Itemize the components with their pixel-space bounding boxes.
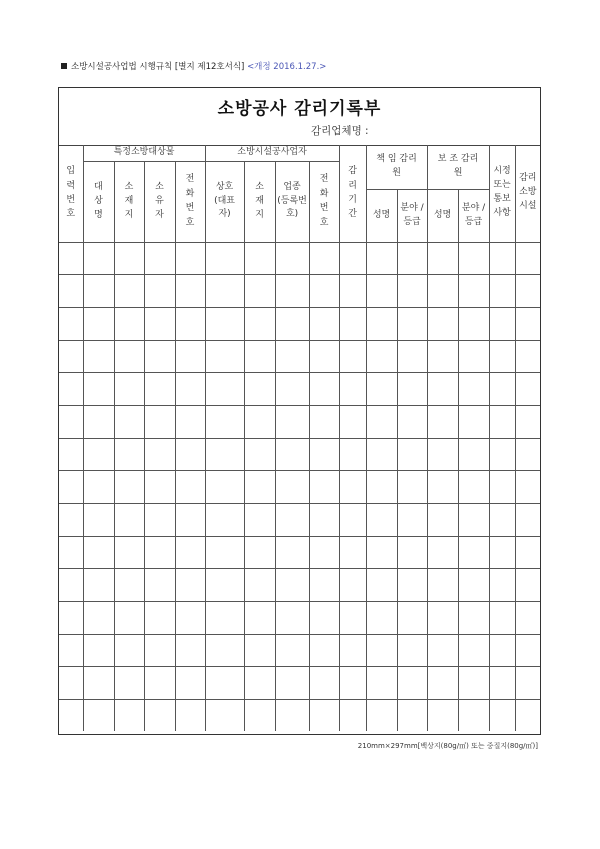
header-assistant-name: 성명 xyxy=(427,189,458,242)
table-cell[interactable] xyxy=(114,700,144,731)
table-cell[interactable] xyxy=(83,634,114,667)
table-cell[interactable] xyxy=(175,700,205,731)
table-cell[interactable] xyxy=(366,504,397,537)
table-cell[interactable] xyxy=(144,602,175,635)
table-cell[interactable] xyxy=(83,569,114,602)
table-cell[interactable] xyxy=(244,275,275,308)
header-contractor-location: 소재지 xyxy=(244,161,275,242)
table-cell[interactable] xyxy=(489,569,515,602)
table-cell[interactable] xyxy=(397,602,427,635)
table-row xyxy=(59,242,540,275)
table-cell[interactable] xyxy=(339,667,366,700)
table-cell[interactable] xyxy=(339,275,366,308)
table-row xyxy=(59,504,540,537)
table-cell[interactable] xyxy=(275,307,309,340)
table-cell[interactable] xyxy=(427,340,458,373)
table-cell[interactable] xyxy=(515,569,540,602)
table-cell[interactable] xyxy=(59,373,83,406)
table-cell[interactable] xyxy=(205,373,244,406)
table-cell[interactable] xyxy=(59,569,83,602)
table-cell[interactable] xyxy=(59,405,83,438)
table-cell[interactable] xyxy=(427,634,458,667)
table-row xyxy=(59,340,540,373)
table-row xyxy=(59,373,540,406)
table-cell[interactable] xyxy=(339,700,366,731)
header-target-phone: 전화번호 xyxy=(175,161,205,242)
table-cell[interactable] xyxy=(366,275,397,308)
table-cell[interactable] xyxy=(175,373,205,406)
table-cell[interactable] xyxy=(427,569,458,602)
table-cell[interactable] xyxy=(114,504,144,537)
table-cell[interactable] xyxy=(339,569,366,602)
table-row xyxy=(59,275,540,308)
table-cell[interactable] xyxy=(458,405,489,438)
table-cell[interactable] xyxy=(427,438,458,471)
table-cell[interactable] xyxy=(309,438,339,471)
table-cell[interactable] xyxy=(339,438,366,471)
header-contractor-business: 업종 (등록번호) xyxy=(275,161,309,242)
table-cell[interactable] xyxy=(144,569,175,602)
table-cell[interactable] xyxy=(515,700,540,731)
paper-size-note: 210mm×297mm[백상지(80g/㎡) 또는 중질지(80g/㎡)] xyxy=(357,742,538,750)
table-cell[interactable] xyxy=(489,340,515,373)
table-cell[interactable] xyxy=(458,536,489,569)
table-cell[interactable] xyxy=(515,307,540,340)
table-row xyxy=(59,438,540,471)
table-row xyxy=(59,667,540,700)
table-cell[interactable] xyxy=(175,634,205,667)
table-cell[interactable] xyxy=(489,373,515,406)
table-cell[interactable] xyxy=(458,340,489,373)
table-cell[interactable] xyxy=(205,242,244,275)
table-row xyxy=(59,700,540,731)
header-assistant-inspector: 보 조 감리원 xyxy=(427,145,489,189)
table-cell[interactable] xyxy=(427,602,458,635)
table-cell[interactable] xyxy=(59,307,83,340)
table-cell[interactable] xyxy=(59,634,83,667)
table-cell[interactable] xyxy=(489,438,515,471)
table-cell[interactable] xyxy=(175,536,205,569)
table-cell[interactable] xyxy=(144,667,175,700)
table-cell[interactable] xyxy=(59,667,83,700)
table-cell[interactable] xyxy=(275,602,309,635)
table-cell[interactable] xyxy=(427,536,458,569)
table-cell[interactable] xyxy=(175,569,205,602)
table-cell[interactable] xyxy=(83,405,114,438)
header-chief-field: 분야 / 등급 xyxy=(397,189,427,242)
table-cell[interactable] xyxy=(366,471,397,504)
table-cell[interactable] xyxy=(175,275,205,308)
table-cell[interactable] xyxy=(144,340,175,373)
table-cell[interactable] xyxy=(83,700,114,731)
table-cell[interactable] xyxy=(114,536,144,569)
table-cell[interactable] xyxy=(144,275,175,308)
table-cell[interactable] xyxy=(489,405,515,438)
table-cell[interactable] xyxy=(114,667,144,700)
table-cell[interactable] xyxy=(144,700,175,731)
table-cell[interactable] xyxy=(489,700,515,731)
table-cell[interactable] xyxy=(175,242,205,275)
table-cell[interactable] xyxy=(309,700,339,731)
table-cell[interactable] xyxy=(458,667,489,700)
header-entry-no: 입력번호 xyxy=(59,145,83,242)
table-cell[interactable] xyxy=(458,700,489,731)
header-chief-name: 성명 xyxy=(366,189,397,242)
table-cell[interactable] xyxy=(275,242,309,275)
table-cell[interactable] xyxy=(489,275,515,308)
table-cell[interactable] xyxy=(489,307,515,340)
table-row xyxy=(59,602,540,635)
table-cell[interactable] xyxy=(175,602,205,635)
table-cell[interactable] xyxy=(427,667,458,700)
table-cell[interactable] xyxy=(83,307,114,340)
table-cell[interactable] xyxy=(244,504,275,537)
table-cell[interactable] xyxy=(515,438,540,471)
table-cell[interactable] xyxy=(275,405,309,438)
header-target-name: 대상명 xyxy=(83,161,114,242)
table-cell[interactable] xyxy=(427,373,458,406)
table-cell[interactable] xyxy=(366,405,397,438)
table-cell[interactable] xyxy=(366,373,397,406)
table-cell[interactable] xyxy=(59,438,83,471)
table-cell[interactable] xyxy=(114,275,144,308)
table-cell[interactable] xyxy=(114,569,144,602)
table-cell[interactable] xyxy=(144,242,175,275)
table-cell[interactable] xyxy=(397,700,427,731)
table-cell[interactable] xyxy=(339,634,366,667)
table-row xyxy=(59,634,540,667)
table-cell[interactable] xyxy=(366,667,397,700)
table-cell[interactable] xyxy=(244,242,275,275)
table-cell[interactable] xyxy=(275,373,309,406)
table-cell[interactable] xyxy=(59,340,83,373)
table-cell[interactable] xyxy=(205,602,244,635)
table-cell[interactable] xyxy=(205,504,244,537)
table-cell[interactable] xyxy=(397,536,427,569)
header-target-owner: 소유자 xyxy=(144,161,175,242)
table-cell[interactable] xyxy=(366,242,397,275)
table-cell[interactable] xyxy=(244,307,275,340)
table-cell[interactable] xyxy=(205,307,244,340)
table-cell[interactable] xyxy=(114,438,144,471)
table-cell[interactable] xyxy=(275,536,309,569)
title-area xyxy=(59,88,540,146)
table-cell[interactable] xyxy=(205,667,244,700)
table-cell[interactable] xyxy=(83,536,114,569)
table-cell[interactable] xyxy=(175,340,205,373)
table-cell[interactable] xyxy=(489,242,515,275)
table-cell[interactable] xyxy=(515,340,540,373)
table-cell[interactable] xyxy=(366,634,397,667)
table-cell[interactable] xyxy=(244,405,275,438)
table-cell[interactable] xyxy=(515,405,540,438)
table-cell[interactable] xyxy=(397,569,427,602)
table-cell[interactable] xyxy=(83,471,114,504)
form-reference xyxy=(61,60,326,72)
table-cell[interactable] xyxy=(309,471,339,504)
table-cell[interactable] xyxy=(205,405,244,438)
table-cell[interactable] xyxy=(309,340,339,373)
table-cell[interactable] xyxy=(397,471,427,504)
header-target-group: 특정소방대상물 xyxy=(83,145,205,161)
inspection-record-form xyxy=(58,87,541,735)
table-cell[interactable] xyxy=(275,569,309,602)
table-cell[interactable] xyxy=(366,536,397,569)
square-bullet-icon xyxy=(61,63,67,69)
table-cell[interactable] xyxy=(397,634,427,667)
table-cell[interactable] xyxy=(309,242,339,275)
table-cell[interactable] xyxy=(515,242,540,275)
table-cell[interactable] xyxy=(397,504,427,537)
table-cell[interactable] xyxy=(515,504,540,537)
table-cell[interactable] xyxy=(205,634,244,667)
table-cell[interactable] xyxy=(275,438,309,471)
table-cell[interactable] xyxy=(114,405,144,438)
table-cell[interactable] xyxy=(458,438,489,471)
table-cell[interactable] xyxy=(59,536,83,569)
table-cell[interactable] xyxy=(114,634,144,667)
table-cell[interactable] xyxy=(515,275,540,308)
table-cell[interactable] xyxy=(83,275,114,308)
table-cell[interactable] xyxy=(175,504,205,537)
table-cell[interactable] xyxy=(275,471,309,504)
table-cell[interactable] xyxy=(427,471,458,504)
table-cell[interactable] xyxy=(515,471,540,504)
table-cell[interactable] xyxy=(83,438,114,471)
table-cell[interactable] xyxy=(114,602,144,635)
table-cell[interactable] xyxy=(244,569,275,602)
table-cell[interactable] xyxy=(114,242,144,275)
table-cell[interactable] xyxy=(144,373,175,406)
table-cell[interactable] xyxy=(427,307,458,340)
table-cell[interactable] xyxy=(244,602,275,635)
table-cell[interactable] xyxy=(144,307,175,340)
table-cell[interactable] xyxy=(175,307,205,340)
table-cell[interactable] xyxy=(339,471,366,504)
table-cell[interactable] xyxy=(489,667,515,700)
table-cell[interactable] xyxy=(175,471,205,504)
table-row xyxy=(59,307,540,340)
table-cell[interactable] xyxy=(458,373,489,406)
table-row xyxy=(59,536,540,569)
table-cell[interactable] xyxy=(309,504,339,537)
table-cell[interactable] xyxy=(515,667,540,700)
table-cell[interactable] xyxy=(458,242,489,275)
table-cell[interactable] xyxy=(244,471,275,504)
header-contractor-phone: 전화번호 xyxy=(309,161,339,242)
table-cell[interactable] xyxy=(458,504,489,537)
table-cell[interactable] xyxy=(205,471,244,504)
table-cell[interactable] xyxy=(144,634,175,667)
table-cell[interactable] xyxy=(339,504,366,537)
table-cell[interactable] xyxy=(175,405,205,438)
table-cell[interactable] xyxy=(144,471,175,504)
table-cell[interactable] xyxy=(114,307,144,340)
table-cell[interactable] xyxy=(175,438,205,471)
table-cell[interactable] xyxy=(458,569,489,602)
table-cell[interactable] xyxy=(83,504,114,537)
table-row xyxy=(59,569,540,602)
table-cell[interactable] xyxy=(244,536,275,569)
table-cell[interactable] xyxy=(175,667,205,700)
table-cell[interactable] xyxy=(83,373,114,406)
table-cell[interactable] xyxy=(366,700,397,731)
header-contractor-group: 소방시설공사업자 xyxy=(205,145,339,161)
table-cell[interactable] xyxy=(489,602,515,635)
table-cell[interactable] xyxy=(114,373,144,406)
header-assistant-field: 분야 / 등급 xyxy=(458,189,489,242)
table-cell[interactable] xyxy=(309,634,339,667)
table-cell[interactable] xyxy=(515,634,540,667)
table-cell[interactable] xyxy=(205,438,244,471)
table-cell[interactable] xyxy=(515,536,540,569)
table-cell[interactable] xyxy=(275,700,309,731)
table-cell[interactable] xyxy=(397,373,427,406)
table-row xyxy=(59,405,540,438)
table-cell[interactable] xyxy=(339,242,366,275)
table-cell[interactable] xyxy=(489,634,515,667)
table-cell[interactable] xyxy=(114,471,144,504)
table-cell[interactable] xyxy=(339,405,366,438)
table-cell[interactable] xyxy=(275,275,309,308)
table-cell[interactable] xyxy=(339,602,366,635)
table-cell[interactable] xyxy=(309,373,339,406)
header-chief-inspector: 책 임 감리원 xyxy=(366,145,427,189)
record-table xyxy=(59,145,540,731)
table-cell[interactable] xyxy=(309,405,339,438)
table-cell[interactable] xyxy=(458,634,489,667)
table-cell[interactable] xyxy=(366,340,397,373)
table-cell[interactable] xyxy=(59,700,83,731)
table-cell[interactable] xyxy=(59,275,83,308)
table-cell[interactable] xyxy=(458,471,489,504)
table-cell[interactable] xyxy=(339,373,366,406)
table-cell[interactable] xyxy=(515,373,540,406)
table-cell[interactable] xyxy=(397,667,427,700)
table-cell[interactable] xyxy=(515,602,540,635)
table-cell[interactable] xyxy=(275,667,309,700)
table-cell[interactable] xyxy=(59,242,83,275)
table-cell[interactable] xyxy=(397,438,427,471)
header-contractor-name: 상호 (대표자) xyxy=(205,161,244,242)
table-cell[interactable] xyxy=(427,275,458,308)
table-cell[interactable] xyxy=(59,471,83,504)
table-cell[interactable] xyxy=(427,242,458,275)
table-cell[interactable] xyxy=(275,504,309,537)
table-cell[interactable] xyxy=(458,307,489,340)
table-cell[interactable] xyxy=(59,602,83,635)
table-cell[interactable] xyxy=(83,602,114,635)
revision-note: <개정 2016.1.27.> xyxy=(247,62,327,72)
table-cell[interactable] xyxy=(309,667,339,700)
table-cell[interactable] xyxy=(244,340,275,373)
header-correction: 시정 또는 통보사항 xyxy=(489,145,515,242)
table-cell[interactable] xyxy=(144,438,175,471)
table-cell[interactable] xyxy=(244,700,275,731)
table-cell[interactable] xyxy=(144,405,175,438)
table-cell[interactable] xyxy=(397,242,427,275)
header-period: 감리기간 xyxy=(339,145,366,242)
table-cell[interactable] xyxy=(83,242,114,275)
table-cell[interactable] xyxy=(144,536,175,569)
table-cell[interactable] xyxy=(205,340,244,373)
table-cell[interactable] xyxy=(83,340,114,373)
table-cell[interactable] xyxy=(489,536,515,569)
table-cell[interactable] xyxy=(427,405,458,438)
table-cell[interactable] xyxy=(366,602,397,635)
table-cell[interactable] xyxy=(114,340,144,373)
table-cell[interactable] xyxy=(309,602,339,635)
table-cell[interactable] xyxy=(309,307,339,340)
table-cell[interactable] xyxy=(397,307,427,340)
table-cell[interactable] xyxy=(366,307,397,340)
table-cell[interactable] xyxy=(144,504,175,537)
table-cell[interactable] xyxy=(397,405,427,438)
table-cell[interactable] xyxy=(59,504,83,537)
table-cell[interactable] xyxy=(458,275,489,308)
table-cell[interactable] xyxy=(244,667,275,700)
company-name-label: 감리업체명 : xyxy=(311,125,369,137)
header-facility: 감리 소방시설 xyxy=(515,145,540,242)
table-cell[interactable] xyxy=(339,307,366,340)
table-cell[interactable] xyxy=(205,275,244,308)
table-cell[interactable] xyxy=(309,275,339,308)
table-cell[interactable] xyxy=(339,340,366,373)
table-cell[interactable] xyxy=(244,438,275,471)
table-cell[interactable] xyxy=(366,569,397,602)
table-cell[interactable] xyxy=(309,569,339,602)
table-cell[interactable] xyxy=(205,700,244,731)
table-cell[interactable] xyxy=(397,340,427,373)
table-cell[interactable] xyxy=(339,536,366,569)
table-cell[interactable] xyxy=(427,504,458,537)
table-cell[interactable] xyxy=(427,700,458,731)
law-reference: 소방시설공사업법 시행규칙 [별지 제12호서식] xyxy=(71,62,245,72)
table-cell[interactable] xyxy=(489,471,515,504)
table-cell[interactable] xyxy=(275,340,309,373)
table-cell[interactable] xyxy=(244,373,275,406)
table-cell[interactable] xyxy=(244,634,275,667)
table-cell[interactable] xyxy=(366,438,397,471)
table-cell[interactable] xyxy=(205,536,244,569)
table-cell[interactable] xyxy=(458,602,489,635)
table-cell[interactable] xyxy=(275,634,309,667)
table-cell[interactable] xyxy=(489,504,515,537)
table-cell[interactable] xyxy=(309,536,339,569)
table-cell[interactable] xyxy=(83,667,114,700)
header-target-location: 소재지 xyxy=(114,161,144,242)
table-cell[interactable] xyxy=(397,275,427,308)
table-row xyxy=(59,471,540,504)
table-cell[interactable] xyxy=(205,569,244,602)
form-title: 소방공사 감리기록부 xyxy=(217,99,382,119)
